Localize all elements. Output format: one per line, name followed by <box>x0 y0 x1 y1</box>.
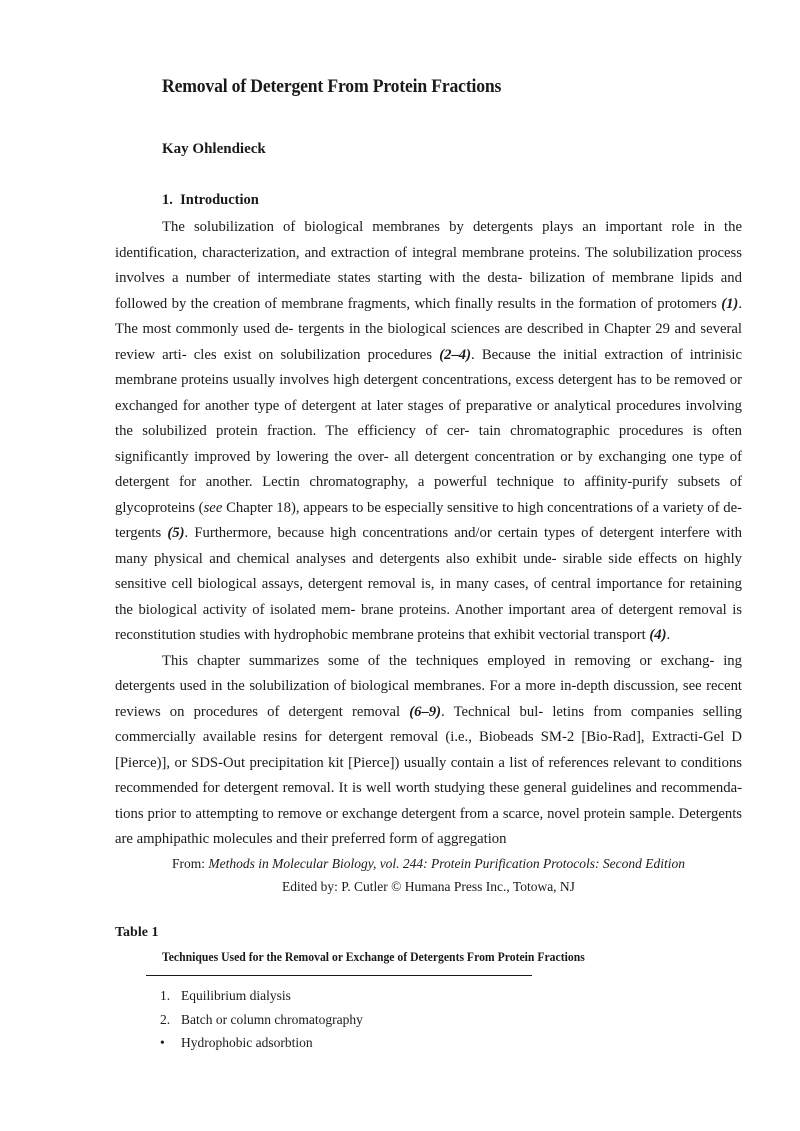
section-number: 1. <box>162 192 173 208</box>
list-marker: 2. <box>160 1011 171 1027</box>
text-run: This chapter summarizes some of the techniques employed in removing or exchang- ing detergents used in the solubilization of biological membranes. For a more in-depth discussion, see recent reviews on procedures of detergent removal <box>115 652 742 720</box>
section-title: Introduction <box>180 192 259 208</box>
citation-ref: (4) <box>649 627 667 643</box>
text-run: . Technical bul- letins from companies selling commercially available resins for detergent removal (i.e., Biobeads SM-2 [Bio-Rad], Extracti-Gel D [Pierce)], or SDS-Out precipitation kit [Pierce]) usually contain a list of references relevant to conditions recommended for detergent removal. It is well worth studying these general guidelines and recommenda- tions prior to attempting to remove or exchange detergent from a scarce, novel protein sample. Detergents are amphipathic molecules and their preferred form of aggregation <box>115 703 743 847</box>
text-run: . <box>666 627 671 643</box>
text-run: Chapter 18), appears to be especially sensitive to high concentrations of a variety of de- tergents <box>115 499 742 541</box>
author-name: Kay Ohlendieck <box>162 141 266 157</box>
text-run: The solubilization of biological membranes by detergents plays an important role in the identification, characterization, and extraction of integral membrane proteins. The solubilization process involves a number of intermediate states starting with the desta- bilization of membrane lipids and followed by the creation of membrane fragments, which finally results in the formation of protomers <box>115 219 742 312</box>
source-note <box>115 852 742 898</box>
table-list-item <box>160 1008 363 1032</box>
table-list-item <box>160 1031 363 1055</box>
section-heading <box>162 192 259 209</box>
body-text <box>115 215 742 853</box>
table-label: Table 1 <box>115 925 159 940</box>
list-item-text: Equilibrium dialysis <box>181 988 291 1003</box>
citation-ref: (2–4) <box>439 346 472 363</box>
source-from-label: From: <box>171 856 209 871</box>
table-caption: Techniques Used for the Removal or Exchange of Detergents From Protein Fractions <box>162 949 585 964</box>
list-marker: 1. <box>160 988 171 1003</box>
citation-ref: (6–9) <box>409 703 442 720</box>
table-list-item <box>160 984 363 1008</box>
text-run: . Furthermore, because high concentrations and/or certain types of detergent interfere with many physical and chemical analyses and detergents also exhibit unde- sirable side effects on highly sensitive cell biological assays, detergent removal is, in many cases, of central importance for retaining the biological activity of isolated mem- brane proteins. Another important area of detergent removal is reconstitution studies with hydrophobic membrane proteins that exhibit vectorial transport <box>115 525 742 643</box>
text-run: . Because the initial extraction of intrinisic membrane proteins usually involves high detergent concentrations, excess detergent has to be removed or exchanged for another type of detergent at later stages of preparative or analytical procedures involving the solubilized protein fraction. The efficiency of cer- tain chromatographic procedures is often significantly improved by lowering the over- all detergent concentration or by exchanging one type of detergent for another. Lectin chromatography, a powerful technique to affinity-purify subsets of glycoproteins ( <box>115 346 742 516</box>
list-item-text: Batch or column chromatography <box>181 1011 363 1027</box>
source-line <box>115 852 742 875</box>
citation-ref: (1) <box>721 295 739 312</box>
citation-ref: (5) <box>167 525 185 541</box>
list-marker: • <box>160 1035 165 1050</box>
table-items <box>160 984 363 1055</box>
list-item-text: Hydrophobic adsorbtion <box>181 1035 313 1050</box>
paper-title: Removal of Detergent From Protein Fractions <box>162 76 502 97</box>
emphasis-text: see <box>203 499 223 516</box>
paragraph <box>115 215 742 649</box>
source-book: Methods in Molecular Biology, vol. 244: Protein Purification Protocols: Second Edition <box>208 856 686 871</box>
table-rule <box>146 975 532 976</box>
text-run: . The most commonly used de- tergents in the biological sciences are described in Chapter 29 and several review arti- cles exist on solubilization procedures <box>115 295 742 363</box>
source-edited: Edited by: P. Cutler © Humana Press Inc., Totowa, NJ <box>282 879 575 894</box>
paragraph <box>115 649 742 853</box>
